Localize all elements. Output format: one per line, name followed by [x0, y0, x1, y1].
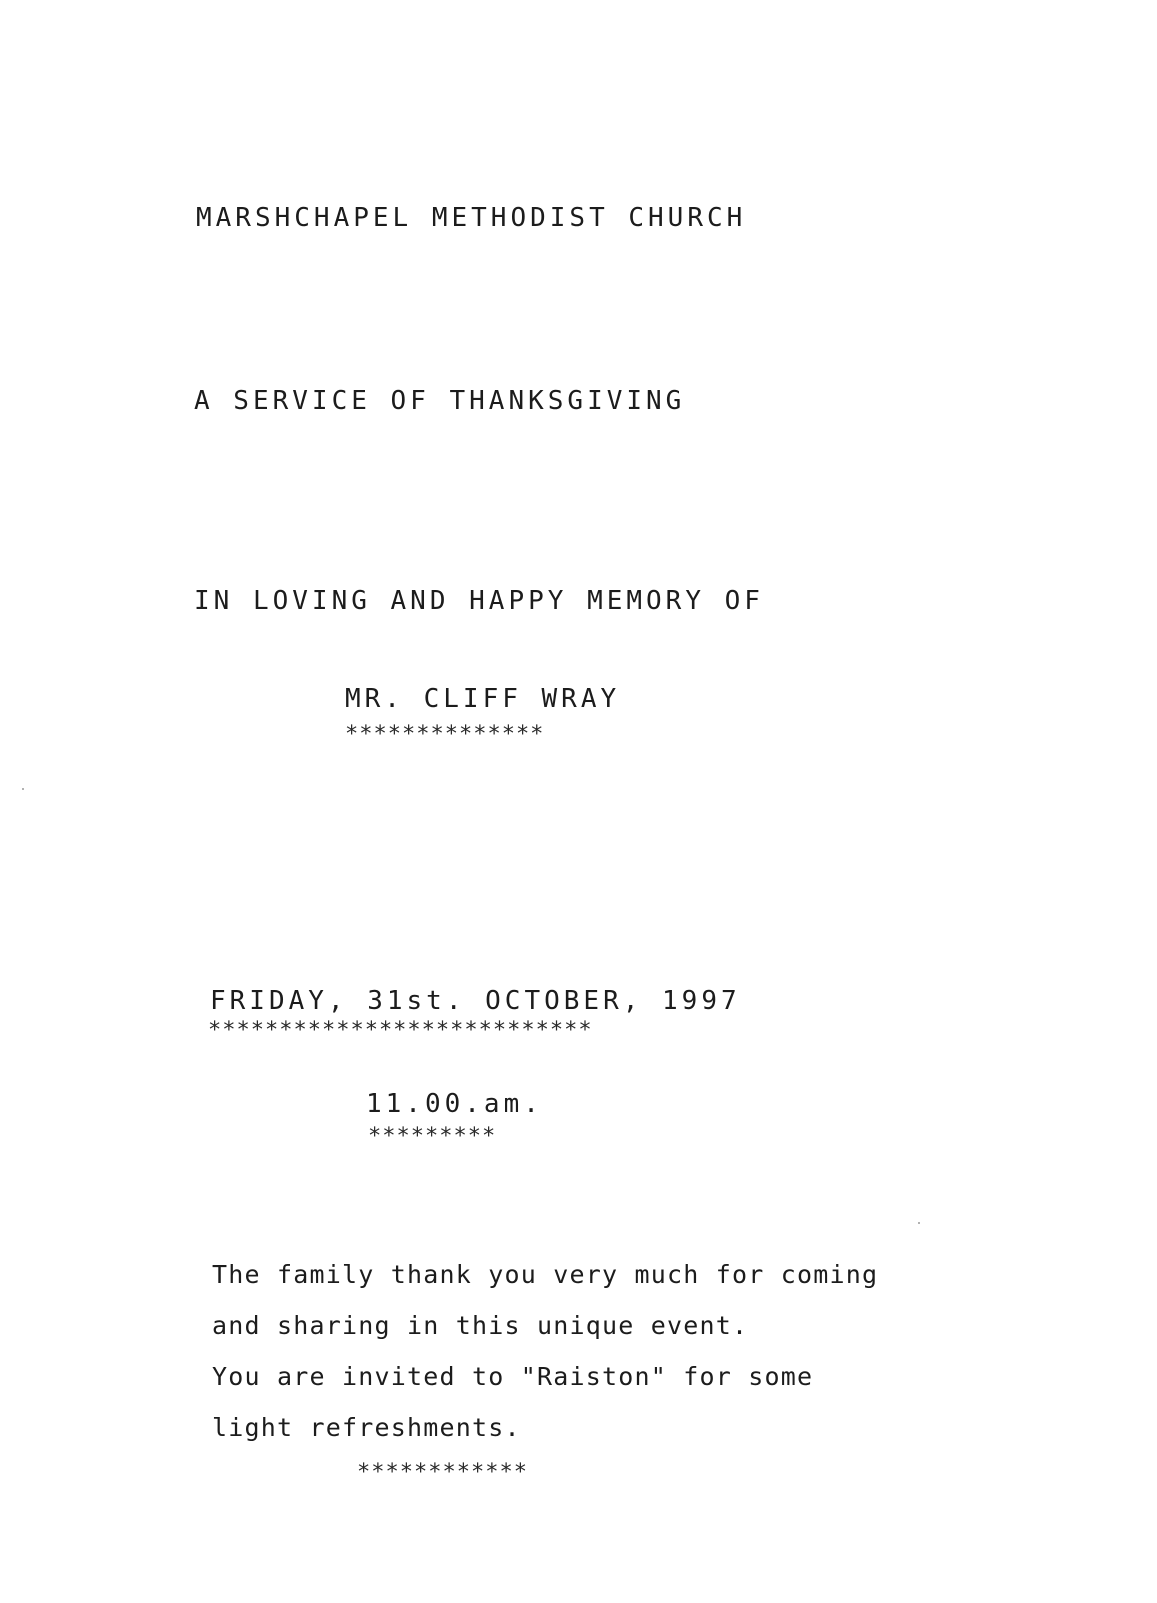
message-line-3: You are invited to "Raiston" for some — [212, 1362, 814, 1391]
paper-speck — [22, 788, 24, 790]
message-line-4: light refreshments. — [212, 1413, 521, 1442]
honoree-name: MR. CLIFF WRAY — [345, 684, 621, 714]
closing-stars: ************ — [357, 1460, 528, 1485]
paper-speck — [918, 1222, 920, 1224]
service-date: FRIDAY, 31st. OCTOBER, 1997 — [210, 986, 741, 1016]
service-date-underline-stars: *************************** — [208, 1018, 593, 1043]
message-line-2: and sharing in this unique event. — [212, 1311, 749, 1340]
church-name: MARSHCHAPEL METHODIST CHURCH — [196, 203, 747, 233]
service-time: 11.00.am. — [366, 1089, 543, 1119]
honoree-name-underline-stars: ************** — [345, 722, 545, 747]
memory-line: IN LOVING AND HAPPY MEMORY OF — [194, 586, 764, 616]
service-time-underline-stars: ********* — [368, 1124, 497, 1149]
service-title: A SERVICE OF THANKSGIVING — [194, 386, 686, 416]
message-line-1: The family thank you very much for coming — [212, 1260, 879, 1289]
